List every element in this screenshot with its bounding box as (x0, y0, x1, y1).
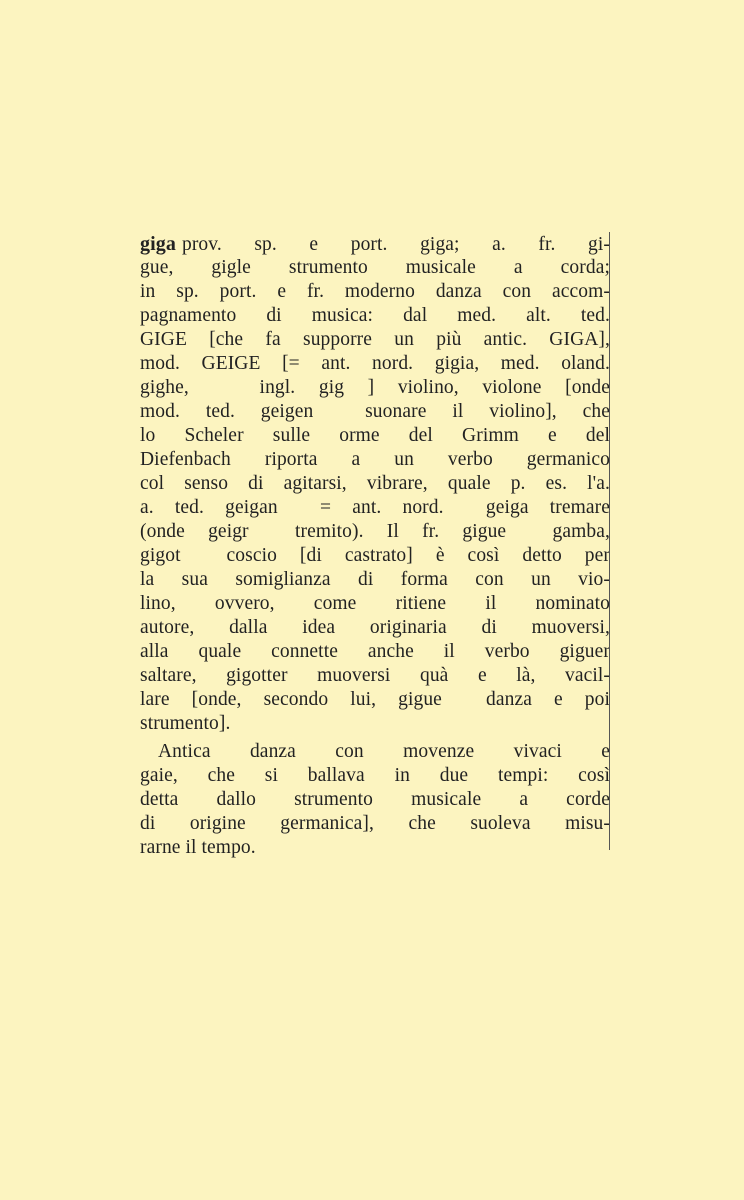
definition-text: gaie, che si ballava in due tempi: così (140, 765, 610, 786)
dictionary-entry (140, 232, 610, 860)
etymology-line (140, 448, 610, 472)
etymology-text: col senso di agitarsi, vibrare, quale p. es. l'a. (140, 473, 610, 494)
definition-line (140, 788, 610, 812)
etymology-text: alla quale connette anche il verbo giguer (140, 641, 610, 662)
etymology-text: lino, ovvero, come ritiene il nominato (140, 593, 610, 614)
etymology-text: saltare, gigotter muoversi quà e là, vacil- (140, 665, 610, 686)
etymology-line (140, 328, 610, 352)
etymology-text: lare [onde, secondo lui, gigue danza e poi (140, 689, 610, 710)
etymology-text: a. ted. geigan = ant. nord. geiga tremare (140, 497, 610, 518)
headword: giga (140, 233, 176, 255)
etymology-text: (onde geigr tremito). Il fr. gigue gamba, (140, 521, 610, 542)
etymology-line (140, 400, 610, 424)
etymology-text: in sp. port. e fr. moderno danza con accom- (140, 281, 610, 302)
etymology-text: Diefenbach riporta a un verbo germanico (140, 449, 610, 470)
etymology-line (140, 496, 610, 520)
etymology-line: prov. sp. e port. giga; a. fr. gi- (181, 234, 610, 255)
etymology-line (140, 256, 610, 280)
etymology-line (140, 472, 610, 496)
etymology-line (140, 376, 610, 400)
etymology-line (140, 592, 610, 616)
etymology-line (140, 280, 610, 304)
etymology-line (140, 688, 610, 712)
definition-text: di origine germanica], che suoleva misu- (140, 813, 610, 834)
definition-line (140, 740, 610, 764)
etymology-text: GIGE [che fa supporre un più antic. GIGA], (140, 329, 610, 350)
column-margin-rule (609, 232, 610, 850)
definition-line (140, 812, 610, 836)
etymology-line (140, 640, 610, 664)
etymology-line (140, 664, 610, 688)
etymology-text: la sua somiglianza di forma con un vio- (140, 569, 610, 590)
etymology-line (140, 544, 610, 568)
etymology-text: gue, gigle strumento musicale a corda; (140, 257, 610, 278)
etymology-text: gigot coscio [di castrato] è così detto per (140, 545, 610, 566)
etymology-text: autore, dalla idea originaria di muoversi, (140, 617, 610, 638)
etymology-text: strumento]. (140, 713, 231, 734)
definition-text: Antica danza con movenze vivaci e (158, 741, 610, 762)
definition-text: rarne il tempo. (140, 837, 256, 858)
etymology-line (140, 616, 610, 640)
etymology-text: lo Scheler sulle orme del Grimm e del (140, 425, 610, 446)
etymology-line (140, 304, 610, 328)
definition-line (140, 836, 610, 860)
etymology-text: mod. ted. geigen suonare il violino], che (140, 401, 610, 422)
etymology-line (140, 352, 610, 376)
etymology-line (140, 568, 610, 592)
entry-line-1 (140, 232, 610, 256)
etymology-text: gighe, ingl. gig ] violino, violone [onde (140, 377, 610, 398)
etymology-text: pagnamento di musica: dal med. alt. ted. (140, 305, 610, 326)
definition-line (140, 764, 610, 788)
definition-text: detta dallo strumento musicale a corde (140, 789, 610, 810)
etymology-line (140, 712, 610, 736)
etymology-text: mod. GEIGE [= ant. nord. gigia, med. oland. (140, 353, 610, 374)
etymology-line (140, 520, 610, 544)
etymology-line (140, 424, 610, 448)
